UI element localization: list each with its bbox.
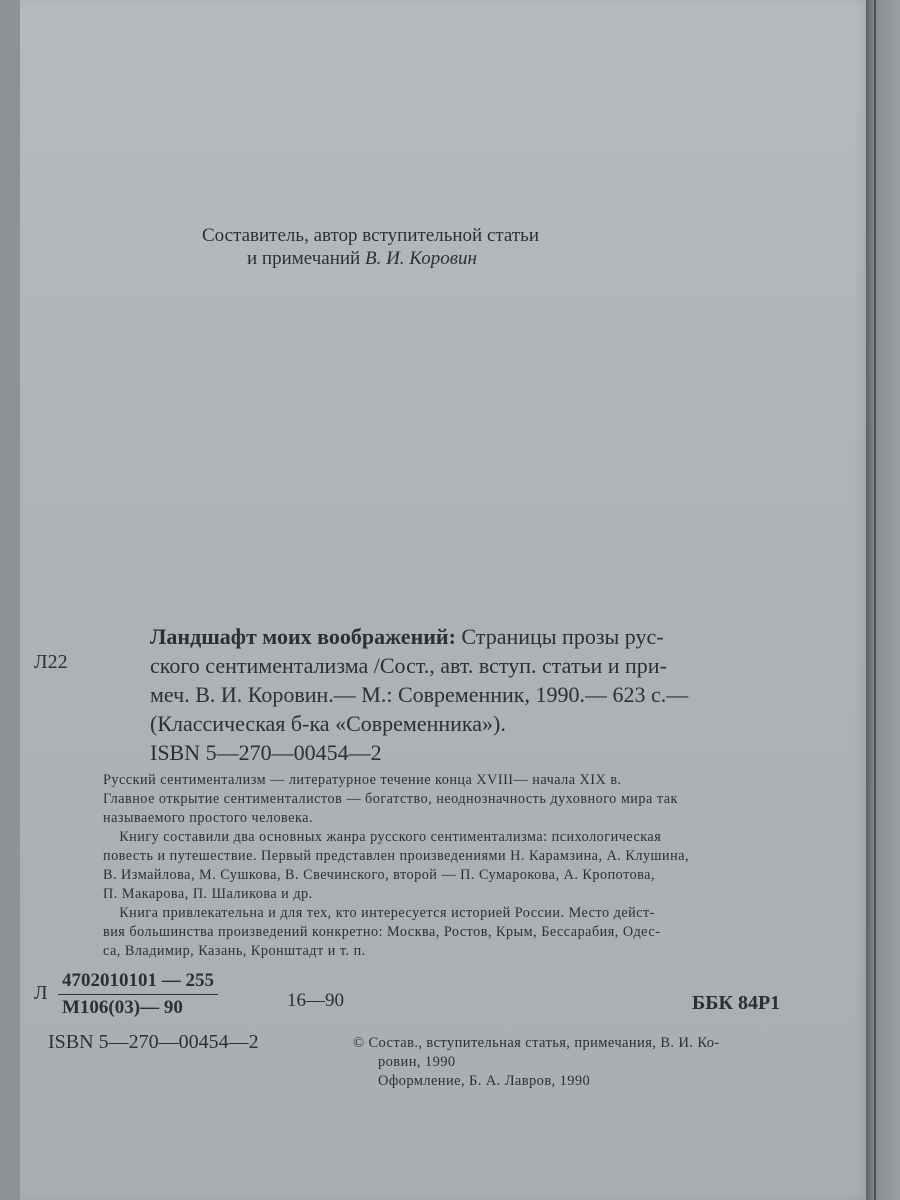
annotation-line: Русский сентиментализм — литературное течение конца XVIII— начала XIX в. <box>103 772 622 788</box>
annotation-line: повесть и путешествие. Первый представлен произведениями Н. Карамзина, А. Клушина, <box>103 848 689 864</box>
entry-isbn: ISBN 5—270—00454—2 <box>150 740 382 765</box>
annotation-line: са, Владимир, Казань, Кронштадт и т. п. <box>103 943 366 959</box>
annotation-line: П. Макарова, П. Шаликова и др. <box>103 886 313 902</box>
compiler-line-1: Составитель, автор вступительной статьи <box>202 225 539 246</box>
copyright-line-3: Оформление, Б. А. Лавров, 1990 <box>378 1073 591 1089</box>
annotation-line: Главное открытие сентименталистов — богатство, неоднозначность духовного мира так <box>103 791 678 807</box>
annotation-line: В. Измайлова, М. Сушкова, В. Свечинского, второй — П. Сумарокова, А. Кропотова, <box>103 867 656 883</box>
page-edge-line <box>874 0 876 1200</box>
book-page <box>20 0 868 1200</box>
classification-numerator: 4702010101 — 255 <box>58 970 218 995</box>
annotation-line: Книгу составили два основных жанра русского сентиментализма: психологическая <box>103 829 662 845</box>
compiler-name: В. И. Коровин <box>364 248 477 269</box>
classification-fraction <box>58 970 218 1019</box>
bibliographic-entry <box>150 622 688 767</box>
annotation <box>103 771 689 961</box>
classification-denominator: М106(03)— 90 <box>62 997 183 1018</box>
entry-line-1-rest: Страницы прозы рус- <box>455 624 664 649</box>
catalog-code: Л22 <box>34 651 68 673</box>
annotation-line: называемого простого человека. <box>103 810 313 826</box>
classification-date-code: 16—90 <box>287 990 344 1011</box>
classification-letter: Л <box>34 982 48 1004</box>
entry-line-3: меч. В. И. Коровин.— М.: Современник, 1990.— 623 с.— <box>150 682 689 707</box>
book-title: Ландшафт моих воображений: <box>150 624 456 649</box>
annotation-line: Книга привлекательна и для тех, кто интересуется историей России. Место дейст- <box>103 905 655 921</box>
copyright-notice <box>353 1034 720 1091</box>
copyright-line-2: ровин, 1990 <box>378 1054 456 1070</box>
compiler-line-2 <box>202 247 539 270</box>
compiler-line-2-prefix: и примечаний <box>247 248 361 269</box>
annotation-line: вия большинства произведений конкретно: Москва, Ростов, Крым, Бессарабия, Одес- <box>103 924 661 940</box>
bbk-code: ББК 84Р1 <box>692 992 781 1014</box>
entry-line-2: ского сентиментализма /Сост., авт. вступ. статьи и при- <box>150 653 667 678</box>
compiler-credit <box>202 224 539 270</box>
page-edge <box>866 0 900 1200</box>
entry-line-1 <box>150 622 688 651</box>
isbn-bottom: ISBN 5—270—00454—2 <box>48 1031 259 1053</box>
entry-line-4: (Классическая б-ка «Современника»). <box>150 711 506 736</box>
copyright-line-1: © Состав., вступительная статья, примечания, В. И. Ко- <box>353 1035 720 1051</box>
